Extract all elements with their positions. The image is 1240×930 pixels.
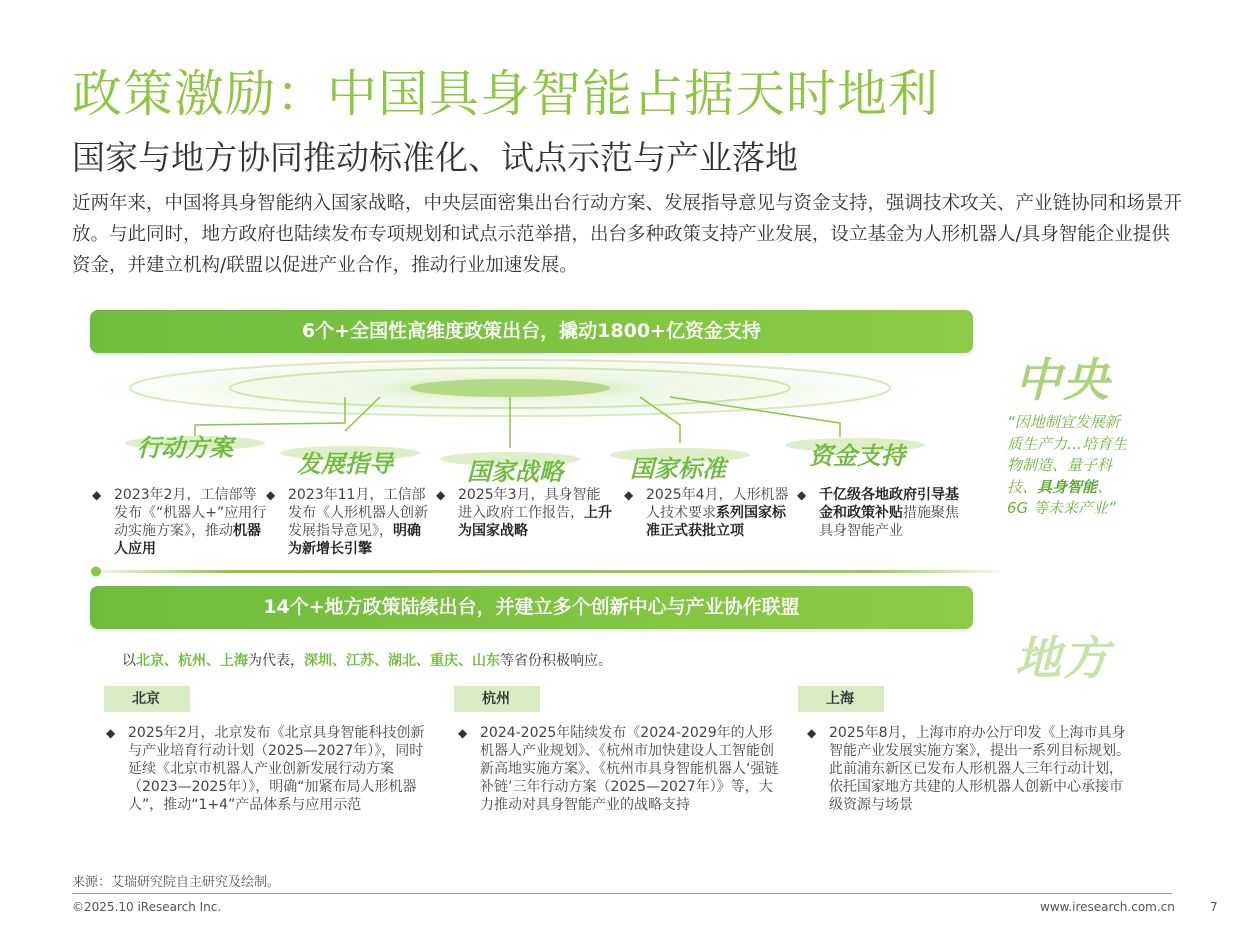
diamond-bullet-icon: ◆ — [266, 488, 276, 502]
footer-divider — [72, 893, 1172, 894]
diamond-bullet-icon: ◆ — [92, 488, 102, 502]
central-quote: “因地制宜发展新质生产力…培育生物制造、量子科技、具身智能、6G 等未来产业” — [1007, 413, 1128, 517]
category-item-action-plan: ◆ 2023年2月，工信部等发布《“机器人+”应用行动实施方案》，推动机器人应用 — [92, 487, 267, 557]
page-subtitle: 国家与地方协同推动标准化、试点示范与产业落地 — [72, 138, 798, 177]
central-banner: 6个+全国性高维度政策出台，撬动1800+亿资金支持 — [90, 310, 973, 353]
city-item-shanghai: ◆ 2025年8月，上海市府办公厅印发《上海市具身智能产业发展实施方案》，提出一系列目标规划。此前浦东新区已发布人形机器人三年行动计划，依托国家地方共建的人形机器人创新中心承接市级资源与场景 — [807, 725, 1130, 813]
city-tag-hangzhou: 杭州 — [454, 686, 540, 712]
copyright: ©2025.10 iResearch Inc. — [72, 900, 222, 914]
category-item-development-guide: ◆ 2023年11月，工信部发布《人形机器人创新发展指导意见》，明确为新增长引擎 — [266, 487, 428, 557]
category-action-plan: 行动方案 — [137, 434, 233, 462]
category-funding: 资金支持 — [809, 442, 905, 470]
category-item-national-standard: ◆ 2025年4月，人形机器人技术要求系列国家标准正式获批立项 — [624, 487, 789, 539]
diamond-bullet-icon: ◆ — [458, 726, 468, 740]
diamond-bullet-icon: ◆ — [106, 726, 116, 740]
category-national-standard: 国家标准 — [630, 455, 726, 483]
city-tag-shanghai: 上海 — [798, 686, 884, 712]
diamond-bullet-icon: ◆ — [797, 488, 807, 502]
category-item-national-strategy: ◆ 2025年3月，具身智能进入政府工作报告，上升为国家战略 — [436, 487, 612, 539]
page-title: 政策激励：中国具身智能占据天时地利 — [72, 65, 939, 123]
city-tag-beijing: 北京 — [104, 686, 190, 712]
website-link[interactable]: www.iresearch.com.cn — [1040, 900, 1175, 914]
intro-paragraph: 近两年来，中国将具身智能纳入国家战略，中央层面密集出台行动方案、发展指导意见与资金支持，强调技术攻关、产业链协同和场景开放。与此同时，地方政府也陆续发布专项规划和试点示范举措，出台多种政策支持产业发展，设立基金为人形机器人/具身智能企业提供资金，并建立机构/联盟以促进产业合作，推动行业加速发展。 — [72, 193, 1183, 276]
category-item-funding: ◆ 千亿级各地政府引导基金和政策补贴措施聚焦具身智能产业 — [797, 487, 959, 539]
diamond-bullet-icon: ◆ — [807, 726, 817, 740]
local-city-summary: 以北京、杭州、上海为代表，深圳、江苏、湖北、重庆、山东等省份积极响应。 — [122, 653, 612, 669]
city-item-hangzhou: ◆ 2024-2025年陆续发布《2024-2029年的人形机器人产业规划》、《杭州市加快建设人工智能创新高地实施方案》、《杭州市具身智能机器人‘强链补链’三年行动方案（2025—2027年）》等，大力推动对具身智能产业的战略支持 — [458, 725, 779, 813]
page-number: 7 — [1210, 900, 1218, 914]
local-label: 地方 — [1015, 631, 1111, 685]
category-development-guide: 发展指导 — [297, 450, 393, 478]
central-label: 中央 — [1015, 353, 1111, 407]
source-note: 来源：艾瑞研究院自主研究及绘制。 — [72, 875, 281, 890]
diamond-bullet-icon: ◆ — [624, 488, 634, 502]
diamond-bullet-icon: ◆ — [436, 488, 446, 502]
city-item-beijing: ◆ 2025年2月，北京发布《北京具身智能科技创新与产业培育行动计划（2025—2027年）》，同时延续《北京市机器人产业创新发展行动方案（2023—2025年）》，明确“加紧布局人形机器人”，推动“1+4”产品体系与应用示范 — [106, 725, 425, 813]
category-national-strategy: 国家战略 — [467, 458, 563, 486]
local-banner: 14个+地方政策陆续出台，并建立多个创新中心与产业协作联盟 — [90, 586, 973, 629]
